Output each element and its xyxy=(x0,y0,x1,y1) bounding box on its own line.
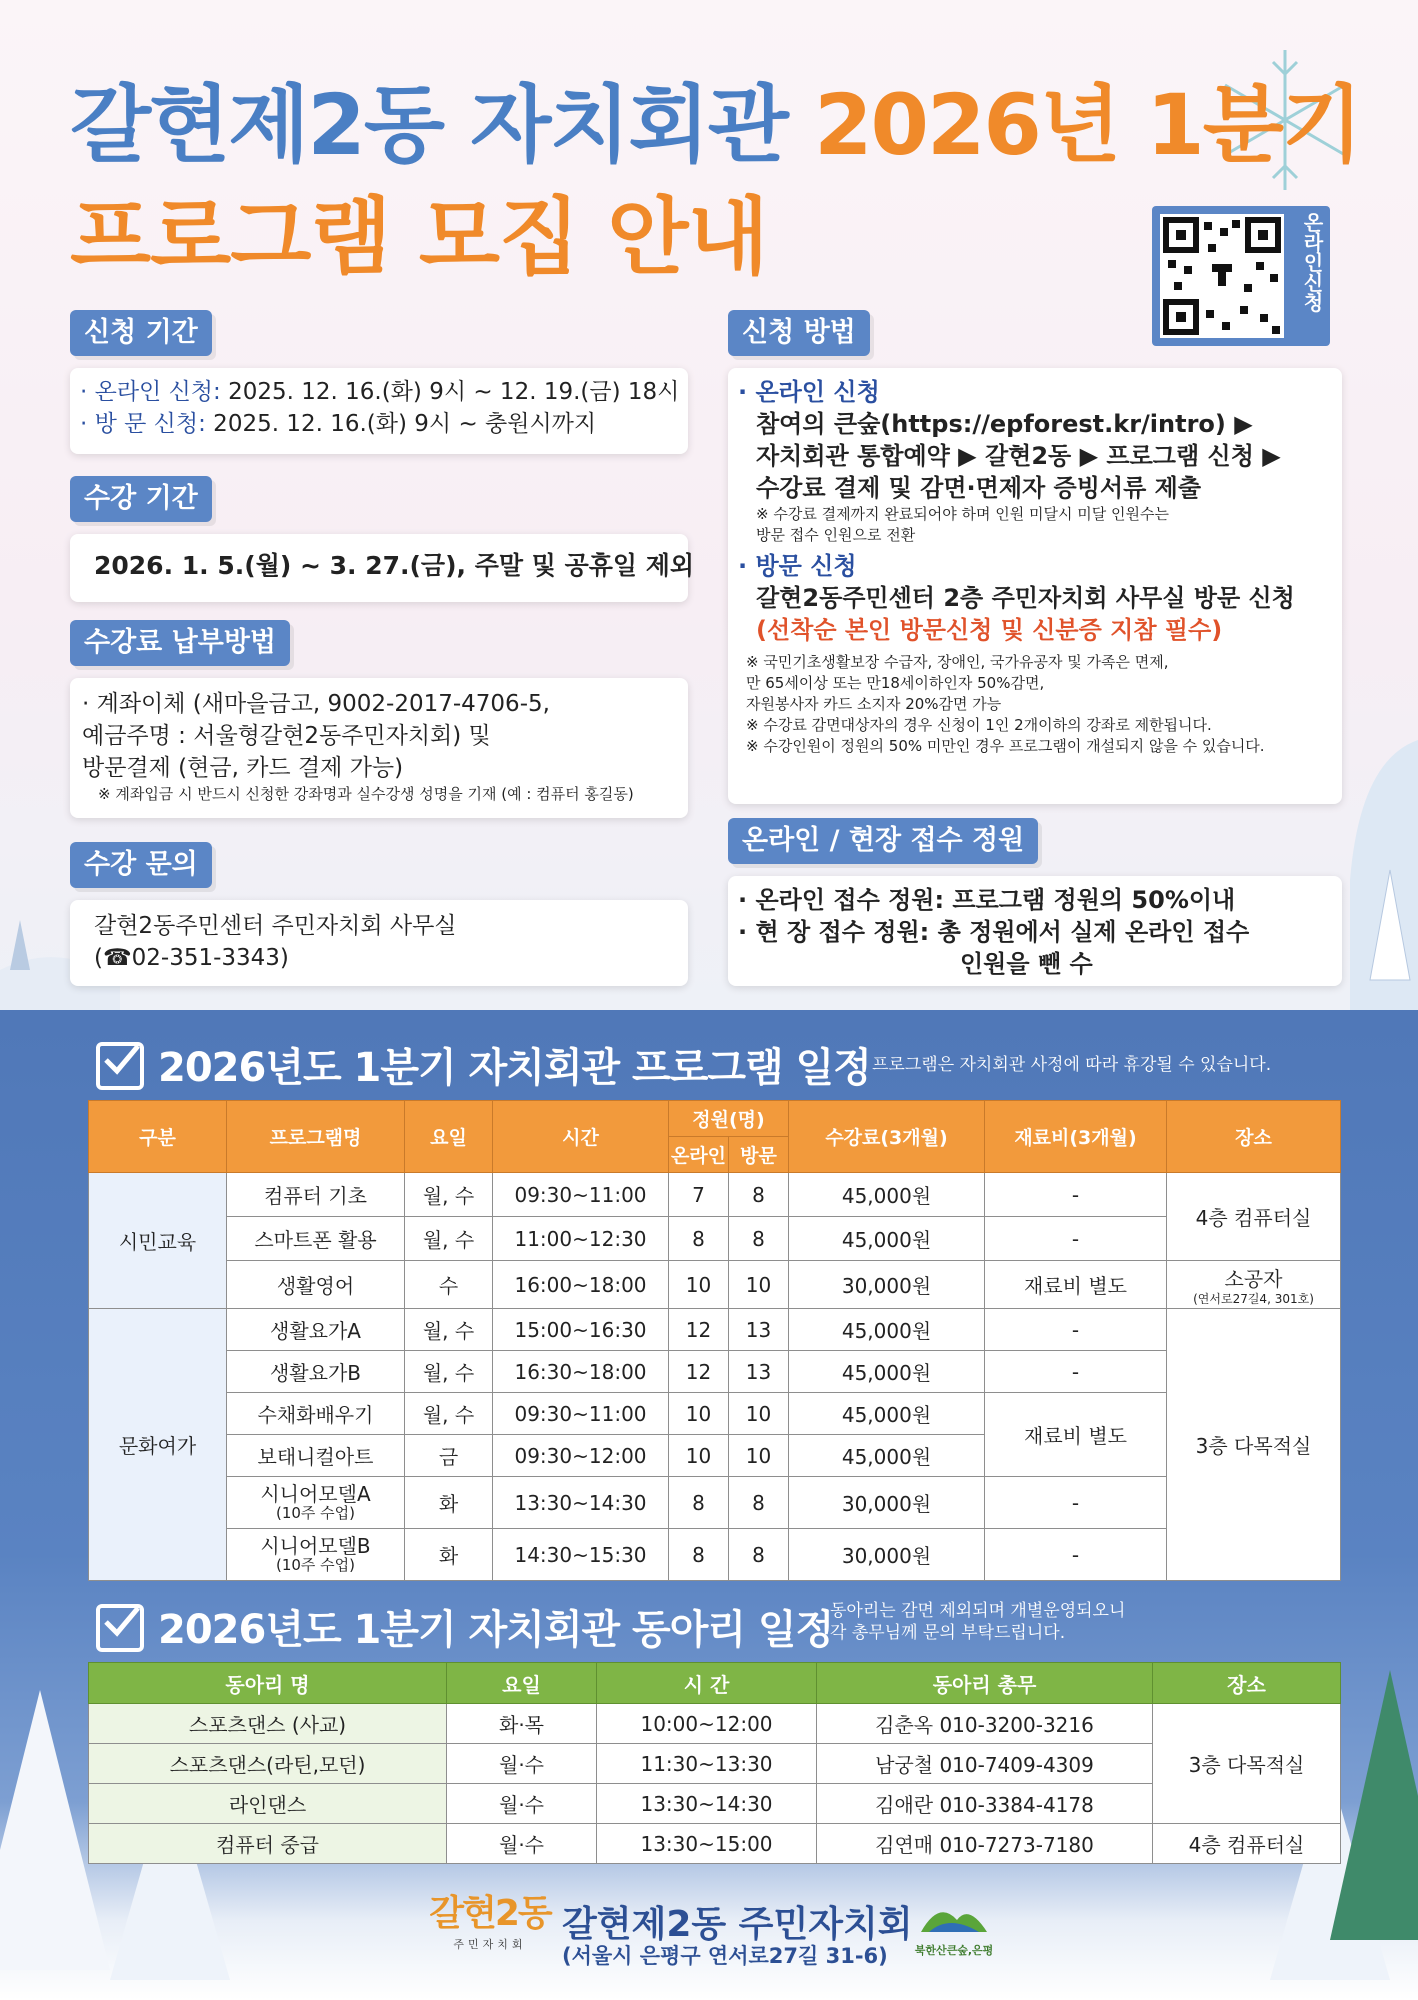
fee-line-2: 예금주명 : 서울형갈현2동주민자치회) 및 xyxy=(82,723,491,749)
program-name: 수채화배우기 xyxy=(227,1393,405,1435)
club-name: 라인댄스 xyxy=(89,1784,447,1824)
program-time: 13:30~14:30 xyxy=(493,1477,669,1529)
method-note-4: ※ 수강료 감면대상자의 경우 신청이 1인 2개이하의 강좌로 제한됩니다. xyxy=(746,716,1212,734)
visit-step-1: 갈현2동주민센터 2층 주민자치회 사무실 방문 신청 xyxy=(756,584,1295,612)
council-logo xyxy=(425,1892,555,1964)
table-row xyxy=(89,1217,1341,1261)
main-title-line1: 갈현제2동 자치회관 2026년 1분기 xyxy=(70,76,1362,174)
program-visit: 10 xyxy=(729,1393,789,1435)
program-table xyxy=(88,1100,1341,1581)
program-name xyxy=(227,1477,405,1529)
program-name-text: 시니어모델B xyxy=(260,1534,371,1558)
club-note-1: 동아리는 감면 제외되며 개별운영되오니 xyxy=(830,1601,1126,1621)
club-manager: 김춘옥 010-3200-3216 xyxy=(817,1704,1153,1744)
program-material: - xyxy=(985,1309,1167,1351)
checkbox-icon xyxy=(96,1604,144,1652)
club-day: 화·목 xyxy=(447,1704,597,1744)
online-step-2: 자치회관 통합예약 ▶ 갈현2동 ▶ 프로그램 신청 ▶ xyxy=(756,442,1281,470)
program-day: 월, 수 xyxy=(405,1309,493,1351)
program-visit: 13 xyxy=(729,1309,789,1351)
program-time: 14:30~15:30 xyxy=(493,1529,669,1581)
category-culture: 문화여가 xyxy=(89,1309,227,1581)
council-logo-text: 갈현2동 xyxy=(429,1893,551,1934)
program-visit: 10 xyxy=(729,1261,789,1309)
program-online: 12 xyxy=(669,1309,729,1351)
program-material: - xyxy=(985,1351,1167,1393)
council-logo-sub: 주민자치회 xyxy=(453,1938,527,1951)
visit-step-2: (선착순 본인 방문신청 및 신분증 지참 필수) xyxy=(756,616,1223,644)
inquiry-header: 수강 문의 xyxy=(70,842,212,888)
inquiry-office: 갈현2동주민센터 주민자치회 사무실 xyxy=(94,913,457,939)
program-online: 12 xyxy=(669,1351,729,1393)
club-note-2: 각 총무님께 문의 부탁드립니다. xyxy=(830,1623,1066,1643)
col-time: 시간 xyxy=(493,1101,669,1173)
main-title-line2: 프로그램 모집 안내 xyxy=(70,188,768,286)
method-note-3: 자원봉사자 카드 소지자 20%감면 가능 xyxy=(746,695,1002,713)
capacity-onsite-cont: 인원을 뺀 수 xyxy=(960,950,1093,978)
capacity-card xyxy=(728,876,1342,986)
program-fee: 45,000원 xyxy=(789,1351,985,1393)
program-name: 생활요가A xyxy=(227,1309,405,1351)
checkbox-icon xyxy=(96,1042,144,1090)
club-manager: 김애란 010-3384-4178 xyxy=(817,1784,1153,1824)
program-online: 10 xyxy=(669,1393,729,1435)
program-fee: 45,000원 xyxy=(789,1393,985,1435)
program-day: 월, 수 xyxy=(405,1173,493,1217)
table-row xyxy=(89,1393,1341,1435)
program-time: 16:00~18:00 xyxy=(493,1261,669,1309)
course-period-card xyxy=(70,534,695,602)
winter-scene-right xyxy=(1340,680,1418,1010)
program-fee: 30,000원 xyxy=(789,1477,985,1529)
program-material: - xyxy=(985,1477,1167,1529)
table-row xyxy=(89,1309,1341,1351)
program-day: 화 xyxy=(405,1477,493,1529)
col-online: 온라인 xyxy=(669,1137,729,1173)
fee-note: ※ 계좌입금 시 반드시 신청한 강좌명과 실수강생 성명을 기재 (예 : 컴퓨터 홍길동) xyxy=(98,785,634,803)
program-visit: 10 xyxy=(729,1435,789,1477)
material-separate: 재료비 별도 xyxy=(985,1393,1167,1477)
program-visit: 8 xyxy=(729,1173,789,1217)
program-material: - xyxy=(985,1173,1167,1217)
program-fee: 30,000원 xyxy=(789,1529,985,1581)
club-place-multipurpose: 3층 다목적실 xyxy=(1153,1704,1341,1824)
place-sogongja-label: 소공자 xyxy=(1224,1267,1283,1291)
course-period-header: 수강 기간 xyxy=(70,476,212,522)
inquiry-card xyxy=(70,900,688,986)
club-time: 13:30~14:30 xyxy=(597,1784,817,1824)
club-name: 컴퓨터 중급 xyxy=(89,1824,447,1864)
program-online: 8 xyxy=(669,1217,729,1261)
qr-code-icon[interactable] xyxy=(1160,214,1284,338)
program-name-text: 시니어모델A xyxy=(260,1482,371,1506)
table-row xyxy=(89,1261,1341,1309)
program-fee: 45,000원 xyxy=(789,1217,985,1261)
visit-apply-line: · 방 문 신청: 2025. 12. 16.(화) 9시 ~ 충원시까지 xyxy=(80,411,597,437)
course-period-value: 2026. 1. 5.(월) ~ 3. 27.(금), 주말 및 공휴일 제외 xyxy=(94,551,695,580)
online-method-title: · 온라인 신청 xyxy=(738,378,880,406)
table-row xyxy=(89,1704,1341,1744)
club-day: 월·수 xyxy=(447,1744,597,1784)
table-row xyxy=(89,1351,1341,1393)
program-online: 7 xyxy=(669,1173,729,1217)
col-program-name: 프로그램명 xyxy=(227,1101,405,1173)
program-name: 생활요가B xyxy=(227,1351,405,1393)
online-step-1: 참여의 큰숲(https://epforest.kr/intro) ▶ xyxy=(756,410,1253,438)
program-time: 15:00~16:30 xyxy=(493,1309,669,1351)
program-note: 프로그램은 자치회관 사정에 따라 휴강될 수 있습니다. xyxy=(872,1055,1272,1075)
program-online: 10 xyxy=(669,1261,729,1309)
col-capacity: 정원(명) xyxy=(669,1101,789,1137)
program-material: - xyxy=(985,1529,1167,1581)
fee-line-1: · 계좌이체 (새마을금고, 9002-2017-4706-5, xyxy=(82,691,550,717)
program-name-sub: (10주 수업) xyxy=(275,1504,356,1522)
program-section-title: 2026년도 1분기 자치회관 프로그램 일정 xyxy=(96,1036,871,1094)
place-sogongja xyxy=(1167,1261,1341,1309)
capacity-onsite: · 현 장 접수 정원: 총 정원에서 실제 온라인 접수 xyxy=(738,918,1250,946)
online-apply-line: · 온라인 신청: 2025. 12. 16.(화) 9시 ~ 12. 19.(금) 18시 xyxy=(80,379,680,405)
fee-payment-card xyxy=(70,678,688,818)
club-name: 스포츠댄스(라틴,모던) xyxy=(89,1744,447,1784)
program-fee: 45,000원 xyxy=(789,1435,985,1477)
club-table xyxy=(88,1662,1341,1864)
program-online: 10 xyxy=(669,1435,729,1477)
col-club-day: 요일 xyxy=(447,1663,597,1704)
program-name: 생활영어 xyxy=(227,1261,405,1309)
col-club-name: 동아리 명 xyxy=(89,1663,447,1704)
col-place: 장소 xyxy=(1167,1101,1341,1173)
program-visit: 8 xyxy=(729,1477,789,1529)
program-visit: 8 xyxy=(729,1217,789,1261)
footer-org-name: 갈현제2동 주민자치회 xyxy=(562,1904,913,1945)
club-day: 월·수 xyxy=(447,1784,597,1824)
program-day: 화 xyxy=(405,1529,493,1581)
inquiry-phone: (☎02-351-3343) xyxy=(94,945,289,971)
footer-address: (서울시 은평구 연서로27길 31-6) xyxy=(562,1944,888,1968)
col-club-place: 장소 xyxy=(1153,1663,1341,1704)
capacity-online: · 온라인 접수 정원: 프로그램 정원의 50%이내 xyxy=(738,886,1236,914)
program-name: 스마트폰 활용 xyxy=(227,1217,405,1261)
qr-panel[interactable] xyxy=(1152,206,1330,346)
apply-method-card xyxy=(728,368,1342,804)
program-fee: 45,000원 xyxy=(789,1173,985,1217)
eunpyeong-logo xyxy=(910,1892,998,1964)
col-day: 요일 xyxy=(405,1101,493,1173)
program-day: 수 xyxy=(405,1261,493,1309)
method-note-5: ※ 수강인원이 정원의 50% 미만인 경우 프로그램이 개설되지 않을 수 있습니다. xyxy=(746,737,1265,755)
program-online: 8 xyxy=(669,1529,729,1581)
program-visit: 8 xyxy=(729,1529,789,1581)
program-fee: 45,000원 xyxy=(789,1309,985,1351)
program-fee: 30,000원 xyxy=(789,1261,985,1309)
place-sogongja-address: (연서로27길4, 301호) xyxy=(1193,1292,1314,1306)
category-civic: 시민교육 xyxy=(89,1173,227,1309)
visit-method-title: · 방문 신청 xyxy=(738,552,857,580)
club-manager: 김연매 010-7273-7180 xyxy=(817,1824,1153,1864)
qr-label: 온라인신청 xyxy=(1300,212,1324,312)
program-day: 월, 수 xyxy=(405,1393,493,1435)
program-day: 금 xyxy=(405,1435,493,1477)
col-club-time: 시 간 xyxy=(597,1663,817,1704)
club-day: 월·수 xyxy=(447,1824,597,1864)
table-row xyxy=(89,1477,1341,1529)
online-step-3: 수강료 결제 및 감면·면제자 증빙서류 제출 xyxy=(756,474,1202,502)
program-day: 월, 수 xyxy=(405,1217,493,1261)
club-name: 스포츠댄스 (사교) xyxy=(89,1704,447,1744)
program-online: 8 xyxy=(669,1477,729,1529)
mountain-icon xyxy=(919,1892,989,1938)
program-name: 컴퓨터 기초 xyxy=(227,1173,405,1217)
club-time: 11:30~13:30 xyxy=(597,1744,817,1784)
col-fee: 수강료(3개월) xyxy=(789,1101,985,1173)
method-note-1: ※ 국민기초생활보장 수급자, 장애인, 국가유공자 및 가족은 면제, xyxy=(746,653,1169,671)
apply-period-card xyxy=(70,368,688,454)
apply-period-header: 신청 기간 xyxy=(70,310,212,356)
fee-line-3: 방문결제 (현금, 카드 결제 가능) xyxy=(82,755,404,781)
program-time: 09:30~11:00 xyxy=(493,1393,669,1435)
col-material: 재료비(3개월) xyxy=(985,1101,1167,1173)
program-time: 16:30~18:00 xyxy=(493,1351,669,1393)
table-row xyxy=(89,1529,1341,1581)
program-material: - xyxy=(985,1217,1167,1261)
eunpyeong-logo-text: 북한산큰숲,은평 xyxy=(914,1944,994,1957)
club-manager: 남궁철 010-7409-4309 xyxy=(817,1744,1153,1784)
col-club-manager: 동아리 총무 xyxy=(817,1663,1153,1704)
col-visit: 방문 xyxy=(729,1137,789,1173)
program-name-sub: (10주 수업) xyxy=(275,1556,356,1574)
table-row xyxy=(89,1173,1341,1217)
program-visit: 13 xyxy=(729,1351,789,1393)
col-category: 구분 xyxy=(89,1101,227,1173)
club-time: 10:00~12:00 xyxy=(597,1704,817,1744)
program-day: 월, 수 xyxy=(405,1351,493,1393)
method-note-2: 만 65세이상 또는 만18세이하인자 50%감면, xyxy=(746,674,1045,692)
program-time: 11:00~12:30 xyxy=(493,1217,669,1261)
place-multipurpose-room: 3층 다목적실 xyxy=(1167,1309,1341,1581)
online-note-1: ※ 수강료 결제까지 완료되어야 하며 인원 미달시 미달 인원수는 xyxy=(756,505,1169,523)
fee-payment-header: 수강료 납부방법 xyxy=(70,620,290,666)
online-note-2: 방문 접수 인원으로 전환 xyxy=(756,526,916,544)
place-computer-room: 4층 컴퓨터실 xyxy=(1167,1173,1341,1261)
program-time: 09:30~12:00 xyxy=(493,1435,669,1477)
club-place-computer: 4층 컴퓨터실 xyxy=(1153,1824,1341,1864)
club-section-title: 2026년도 1분기 자치회관 동아리 일정 xyxy=(96,1598,833,1656)
capacity-header: 온라인 / 현장 접수 정원 xyxy=(728,818,1038,864)
apply-method-header: 신청 방법 xyxy=(728,310,870,356)
program-time: 09:30~11:00 xyxy=(493,1173,669,1217)
table-row xyxy=(89,1824,1341,1864)
program-name xyxy=(227,1529,405,1581)
program-name: 보태니컬아트 xyxy=(227,1435,405,1477)
club-time: 13:30~15:00 xyxy=(597,1824,817,1864)
program-material: 재료비 별도 xyxy=(985,1261,1167,1309)
